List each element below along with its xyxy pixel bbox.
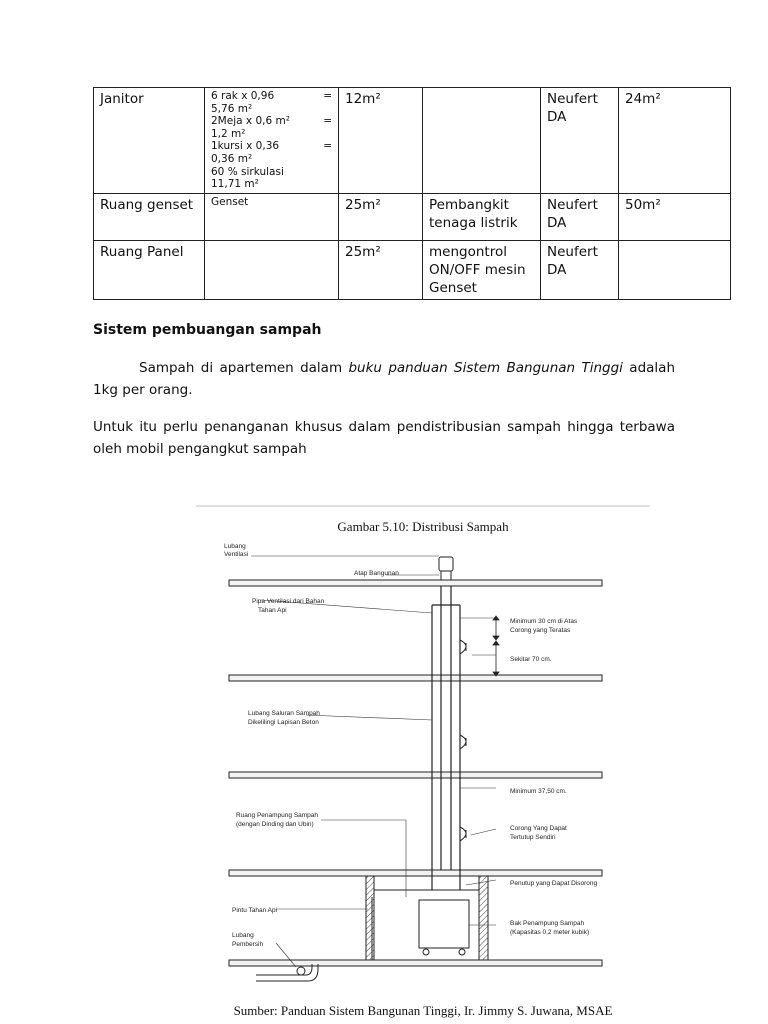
- calc-line: 5,76 m²: [211, 102, 253, 115]
- calc-line: 2Meja x 0,6 m² =: [211, 115, 332, 128]
- label-pintu: Pintu Tahan Api: [232, 907, 278, 914]
- paragraph-text: adalah 1kg per orang.: [93, 360, 675, 398]
- dimension-marks: [493, 616, 499, 676]
- calc-line: 6 rak x 0,96 =: [211, 90, 332, 102]
- label-pipa: Tahan Api: [258, 607, 287, 614]
- room-name-cell: Janitor: [94, 88, 205, 194]
- table-row: [94, 240, 731, 299]
- figure-drawing: [196, 505, 650, 1024]
- source-cell: Neufert DA: [541, 88, 619, 194]
- room-name-cell: Ruang genset: [94, 193, 205, 240]
- label-saluran: Lubang Saluran Sampah: [248, 710, 320, 717]
- floor-slab: [229, 772, 602, 778]
- function-cell: mengontrol ON/OFF mesin Genset: [423, 240, 541, 299]
- label-min30: Corong yang Teratas: [510, 627, 571, 634]
- calc-line: 60 % sirkulasi: [211, 165, 284, 178]
- cleanout-pipe: [256, 964, 318, 981]
- label-corong: Tertutup Sendiri: [510, 834, 556, 841]
- area-cell: 25m²: [339, 193, 423, 240]
- calc-cell: [205, 193, 339, 240]
- label-lubang-ventilasi: Ventilasi: [224, 551, 249, 558]
- ground-slab: [229, 960, 602, 966]
- book-title: buku panduan Sistem Bangunan Tinggi: [348, 360, 623, 376]
- total-cell: 24m²: [619, 88, 731, 194]
- label-bak: (Kapasitas 0,2 meter kubik): [510, 929, 590, 936]
- area-cell: 25m²: [339, 240, 423, 299]
- label-min375: Minimum 37,50 cm.: [510, 788, 567, 795]
- table-row: [94, 88, 731, 194]
- label-lubang-ventilasi: Lubang: [224, 543, 246, 550]
- roof-slab: [229, 580, 602, 586]
- figure-labels: [224, 543, 597, 948]
- function-cell: Pembangkit tenaga listrik: [423, 193, 541, 240]
- calc-line: 11,71 m²: [211, 178, 259, 191]
- source-cell: Neufert DA: [541, 240, 619, 299]
- total-cell: 50m²: [619, 193, 731, 240]
- collection-room: [366, 876, 488, 960]
- section-heading: Sistem pembuangan sampah: [93, 322, 322, 338]
- hoppers: [460, 640, 466, 841]
- calc-line: 1,2 m²: [211, 127, 246, 140]
- room-name-cell: Ruang Panel: [94, 240, 205, 299]
- vent-cap: [439, 557, 453, 580]
- floor-slab: [229, 675, 602, 681]
- label-atap: Atap Bangunan: [354, 570, 399, 577]
- paragraph-text: Sampah di apartemen dalam: [139, 360, 349, 376]
- label-bak: Bak Penampung Sampah: [510, 920, 585, 927]
- label-pembersih: Pembersih: [232, 941, 264, 948]
- room-table: [93, 87, 731, 300]
- label-penutup: Penutup yang Dapat Disorong: [510, 880, 598, 887]
- label-pembersih: Lubang: [232, 932, 254, 939]
- calc-line: 0,36 m²: [211, 152, 253, 165]
- calc-cell: [205, 240, 339, 299]
- waste-distribution-figure: [196, 505, 650, 1024]
- function-cell: [423, 88, 541, 194]
- label-ruang: (dengan Dinding dan Ubin): [236, 821, 314, 828]
- area-cell: 12m²: [339, 88, 423, 194]
- label-min30: Minimum 30 cm di Atas: [510, 618, 578, 625]
- label-saluran: Dikelilingi Lapisan Beton: [248, 719, 319, 726]
- source-cell: Neufert DA: [541, 193, 619, 240]
- label-sekitar70: Sekitar 70 cm.: [510, 656, 552, 663]
- calc-line: Genset: [211, 195, 249, 208]
- table-row: [94, 193, 731, 240]
- chute-shaft: [432, 586, 460, 890]
- label-ruang: Ruang Penampung Sampah: [236, 812, 319, 819]
- calc-cell: [205, 88, 339, 194]
- label-pipa: Pipa Ventilasi dari Bahan: [252, 598, 325, 605]
- paragraph-intro: [93, 357, 675, 401]
- label-corong: Corong Yang Dapat: [510, 825, 567, 832]
- calc-line: 1kursi x 0,36 =: [211, 140, 332, 153]
- figure-caption: Sumber: Panduan Sistem Bangunan Tinggi, Ir. Jimmy S. Juwana, MSAE: [233, 1003, 613, 1018]
- total-cell: [619, 240, 731, 299]
- floor-slab: [229, 870, 602, 876]
- paragraph-distribution: Untuk itu perlu penanganan khusus dalam pendistribusian sampah hingga terbawa oleh mobil pengangkut sampah: [93, 419, 675, 457]
- floor-slabs: [229, 580, 602, 966]
- figure-title: Gambar 5.10: Distribusi Sampah: [337, 519, 509, 534]
